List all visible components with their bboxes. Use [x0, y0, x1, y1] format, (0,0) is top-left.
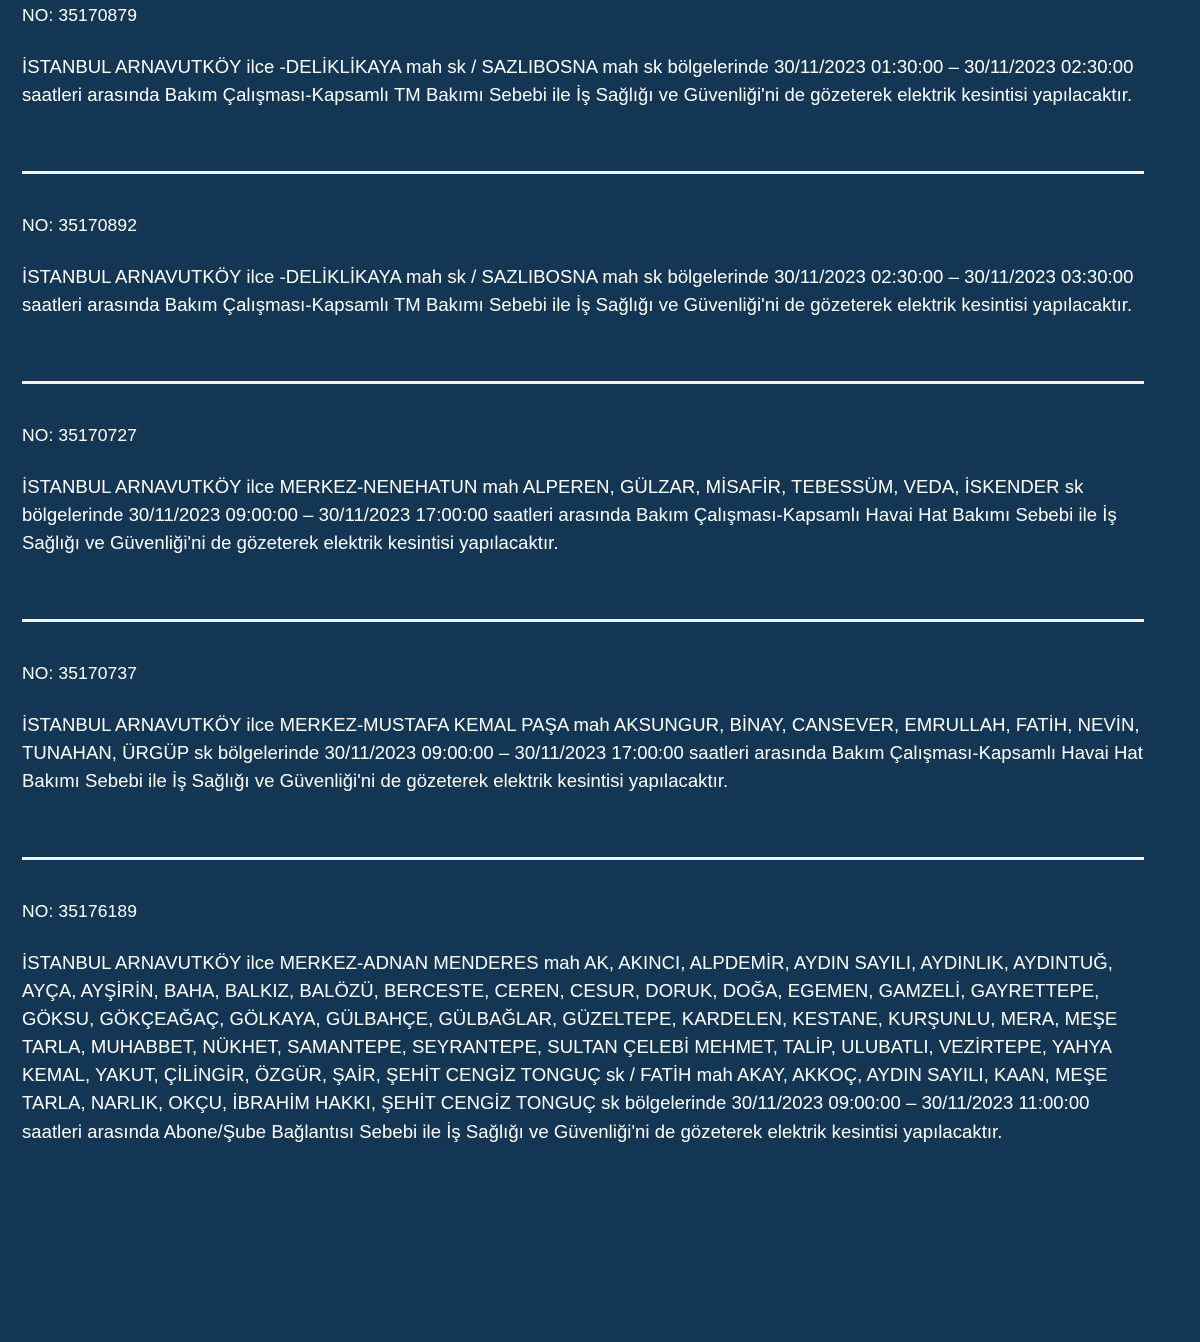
notice-number: NO: 35170727 [22, 424, 138, 445]
spacer [22, 174, 1178, 206]
spacer [22, 384, 1178, 416]
notice-number: NO: 35170879 [22, 5, 138, 25]
spacer [22, 319, 1178, 381]
outage-notice [22, 0, 1178, 109]
notice-text: İSTANBUL ARNAVUTKÖY ilce -DELİKLİKAYA mah sk / SAZLIBOSNA mah sk bölgelerinde 30/11/2023 01:30:00 – 30/11/2023 02:30:00 saatleri arasında Bakım Çalışması-Kapsamlı TM Bakımı Sebebi ile İş Sağlığı ve Güvenliği'ni de gözeterek elektrik kesintisi yapılacaktır. [22, 55, 1134, 105]
outage-notice [22, 206, 1178, 319]
spacer [22, 557, 1178, 619]
notice-number: NO: 35176189 [22, 901, 138, 922]
outage-notice [22, 654, 1178, 795]
spacer [22, 795, 1178, 857]
notice-text: İSTANBUL ARNAVUTKÖY ilce -DELİKLİKAYA mah sk / SAZLIBOSNA mah sk bölgelerinde 30/11/2023 02:30:00 – 30/11/2023 03:30:00 saatleri arasında Bakım Çalışması-Kapsamlı TM Bakımı Sebebi ile İş Sağlığı ve Güvenliği'ni de gözeterek elektrik kesintisi yapılacaktır. [22, 265, 1134, 315]
spacer [22, 860, 1178, 892]
notice-text: İSTANBUL ARNAVUTKÖY ilce MERKEZ-ADNAN MENDERES mah AK, AKINCI, ALPDEMİR, AYDIN SAYILI, AYDINLIK, AYDINTUĞ, AYÇA, AYŞİRİN, BAHA, BALKIZ, BALÖZÜ, BERCESTE, CEREN, CESUR, DORUK, DOĞA, EGEMEN, GAMZELİ, GAYRETTEPE, GÖKSU, GÖKÇEAĞAÇ, GÖLKAYA, GÜLBAHÇE, GÜLBAĞLAR, GÜZELTEPE, KARDELEN, KESTANE, KURŞUNLU, MERA, MEŞE TARLA, MUHABBET, NÜKHET, SAMANTEPE, SEYRANTEPE, SULTAN ÇELEBİ MEHMET, TALİP, ULUBATLI, VEZİRTEPE, YAHYA KEMAL, YAKUT, ÇİLİNGİR, ÖZGÜR, ŞAİR, ŞEHİT CENGİZ TONGUÇ sk / FATİH mah AKAY, AKKOÇ, AYDIN SAYILI, KAAN, MEŞE TARLA, NARLIK, OKÇU, İBRAHİM HAKKI, ŞEHİT CENGİZ TONGUÇ sk bölgelerinde 30/11/2023 09:00:00 – 30/11/2023 11:00:00 saatleri arasında Abone/Şube Bağlantısı Sebebi ile İş Sağlığı ve Güvenliği'ni de gözeterek elektrik kesintisi yapılacaktır. [22, 951, 1118, 1142]
notice-number: NO: 35170892 [22, 214, 138, 235]
outage-notice [22, 416, 1178, 557]
notice-text: İSTANBUL ARNAVUTKÖY ilce MERKEZ-MUSTAFA KEMAL PAŞA mah AKSUNGUR, BİNAY, CANSEVER, EMRULLAH, FATİH, NEVİN, TUNAHAN, ÜRGÜP sk bölgelerinde 30/11/2023 09:00:00 – 30/11/2023 17:00:00 saatleri arasında Bakım Çalışması-Kapsamlı Havai Hat Bakımı Sebebi ile İş Sağlığı ve Güvenliği'ni de gözeterek elektrik kesintisi yapılacaktır. [22, 713, 1143, 791]
outage-notice [22, 892, 1178, 1146]
notice-number: NO: 35170737 [22, 663, 138, 684]
spacer [22, 622, 1178, 654]
notice-text: İSTANBUL ARNAVUTKÖY ilce MERKEZ-NENEHATUN mah ALPEREN, GÜLZAR, MİSAFİR, TEBESSÜM, VEDA, İSKENDER sk bölgelerinde 30/11/2023 09:00:00 – 30/11/2023 17:00:00 saatleri arasında Bakım Çalışması-Kapsamlı Havai Hat Bakımı Sebebi ile İş Sağlığı ve Güvenliği'ni de gözeterek elektrik kesintisi yapılacaktır. [22, 475, 1117, 553]
spacer [22, 109, 1178, 171]
